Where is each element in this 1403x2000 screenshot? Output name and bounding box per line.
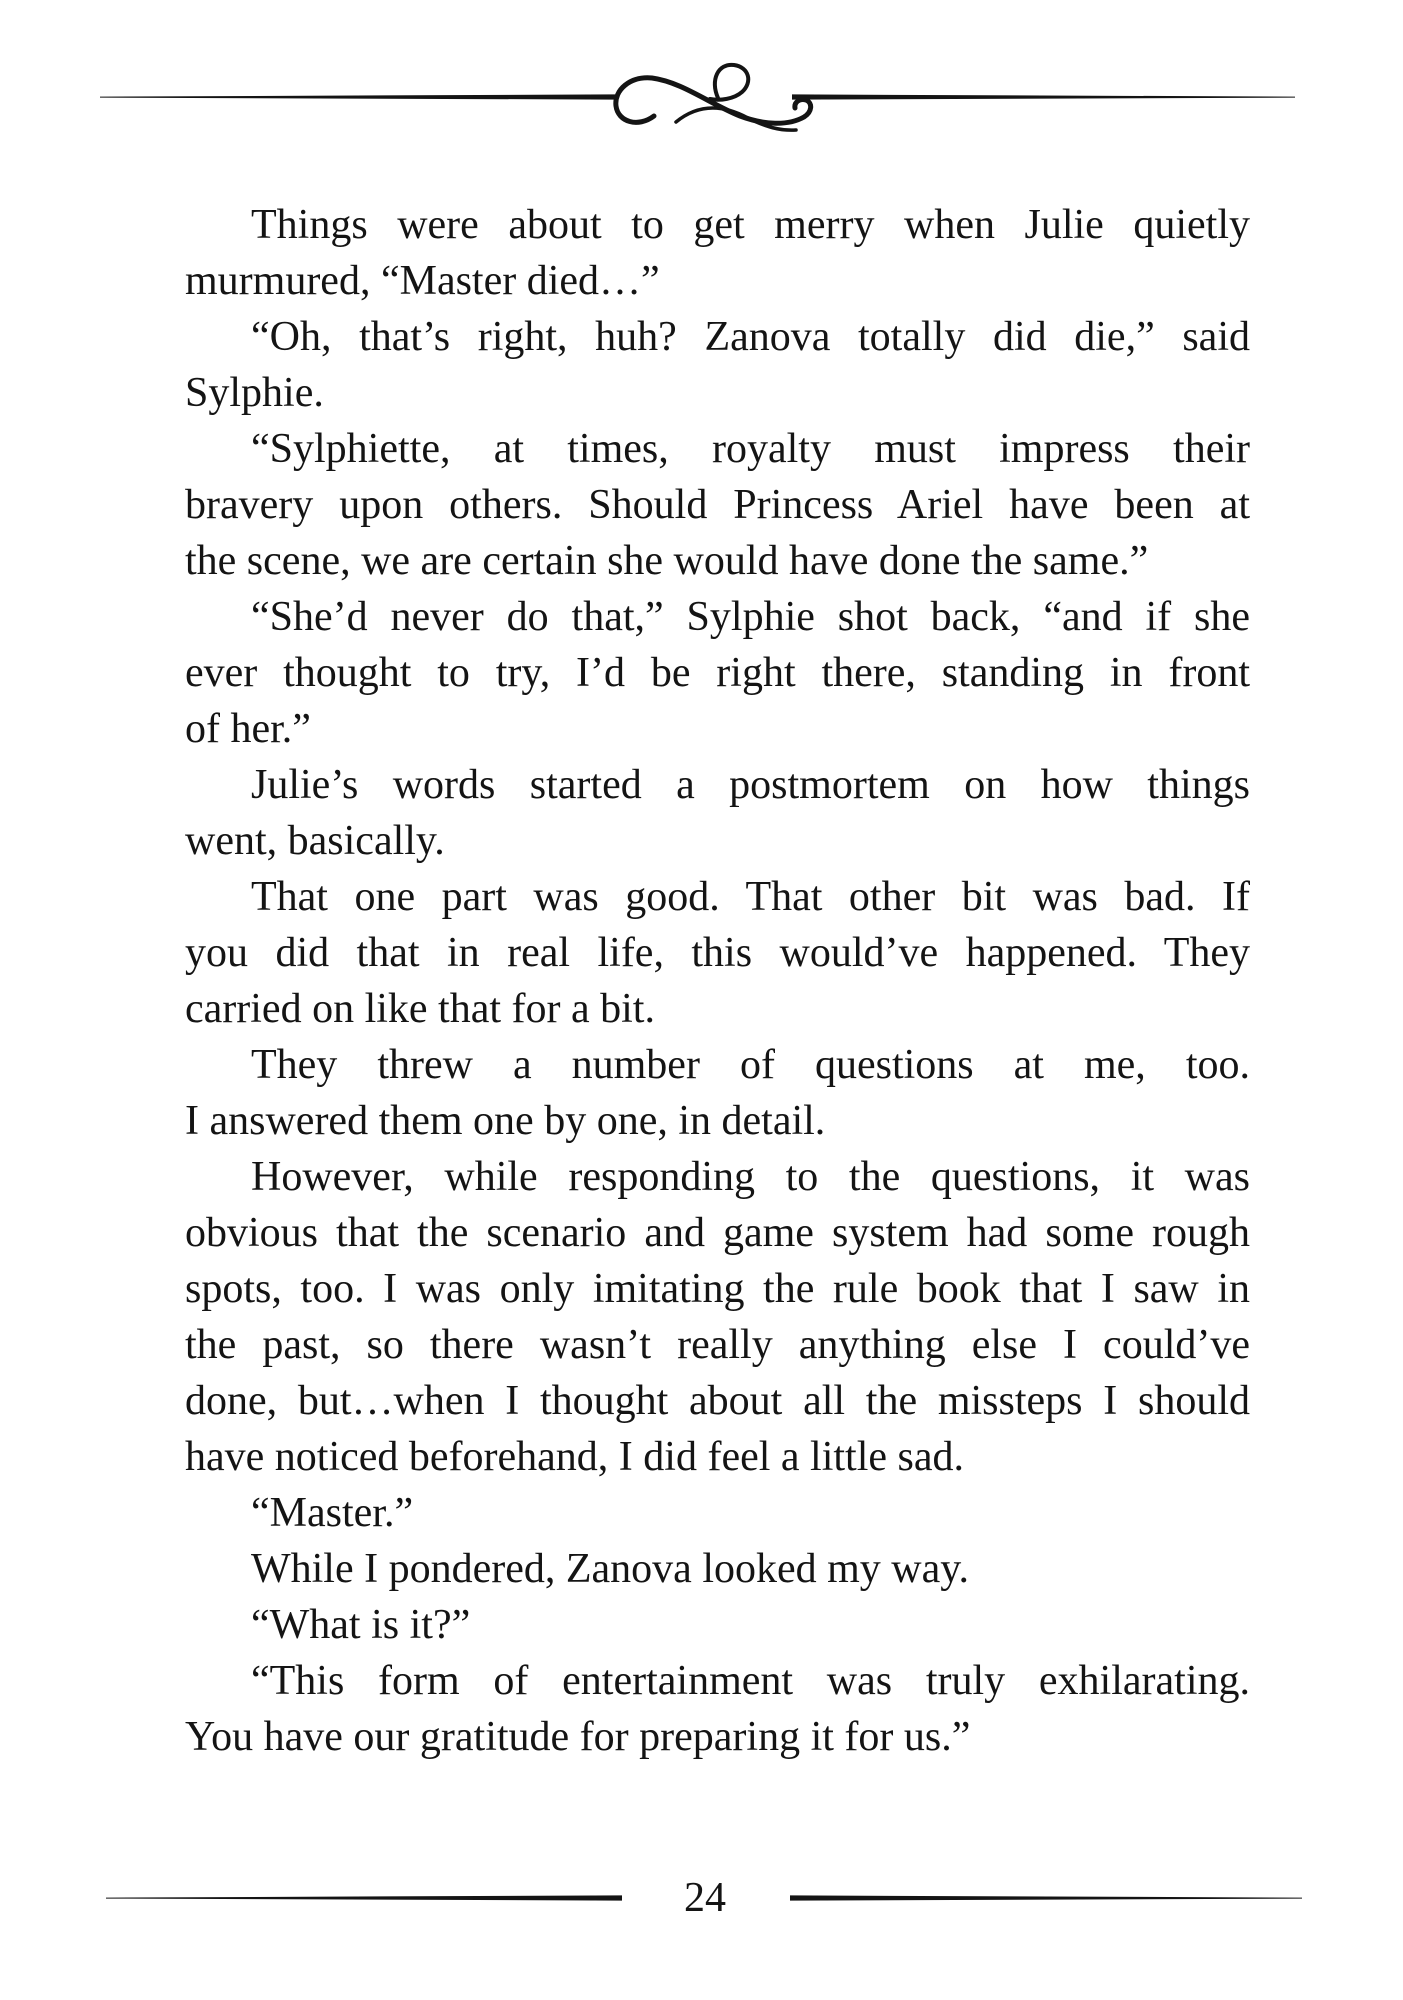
text-line: carried on like that for a bit. xyxy=(185,986,655,1032)
text-line: However, while responding to the questions, it was xyxy=(251,1154,1250,1200)
divider-line-right xyxy=(792,93,1295,101)
text-line: the past, so there wasn’t really anything else I could’ve xyxy=(185,1322,1250,1368)
text-line: obvious that the scenario and game system had some rough xyxy=(185,1210,1250,1256)
text-line: the scene, we are certain she would have done the same.” xyxy=(185,538,1149,584)
text-line: “What is it?” xyxy=(251,1602,471,1648)
flourish-icon xyxy=(610,58,820,142)
text-line: bravery upon others. Should Princess Ariel have been at xyxy=(185,482,1250,528)
text-line: “Sylphiette, at times, royalty must impress their xyxy=(251,426,1250,472)
text-line: have noticed beforehand, I did feel a little sad. xyxy=(185,1434,965,1480)
text-line: “Master.” xyxy=(251,1490,414,1536)
text-line: Things were about to get merry when Julie quietly xyxy=(251,202,1250,248)
text-line: went, basically. xyxy=(185,818,445,864)
text-line: done, but…when I thought about all the missteps I should xyxy=(185,1378,1250,1424)
text-line: They threw a number of questions at me, too. xyxy=(251,1042,1250,1088)
text-line: “She’d never do that,” Sylphie shot back, “and if she xyxy=(251,594,1250,640)
text-line: I answered them one by one, in detail. xyxy=(185,1098,826,1144)
text-line: of her.” xyxy=(185,706,311,752)
text-line: You have our gratitude for preparing it for us.” xyxy=(185,1714,971,1760)
text-line: “This form of entertainment was truly exhilarating. xyxy=(251,1658,1250,1704)
divider-line-left xyxy=(100,93,615,101)
text-line: spots, too. I was only imitating the rule book that I saw in xyxy=(185,1266,1250,1312)
text-line: That one part was good. That other bit was bad. If xyxy=(251,874,1250,920)
text-line: murmured, “Master died…” xyxy=(185,258,660,304)
text-line: While I pondered, Zanova looked my way. xyxy=(251,1546,970,1592)
text-line: Sylphie. xyxy=(185,370,324,416)
text-line: ever thought to try, I’d be right there, standing in front xyxy=(185,650,1250,696)
text-line: “Oh, that’s right, huh? Zanova totally did die,” said xyxy=(251,314,1250,360)
text-line: Julie’s words started a postmortem on how things xyxy=(251,762,1250,808)
text-line: you did that in real life, this would’ve happened. They xyxy=(185,930,1250,976)
footer-line-right xyxy=(790,1894,1302,1902)
page-number: 24 xyxy=(684,1875,726,1921)
body-text xyxy=(185,197,1250,1765)
footer-line-left xyxy=(106,1894,622,1902)
